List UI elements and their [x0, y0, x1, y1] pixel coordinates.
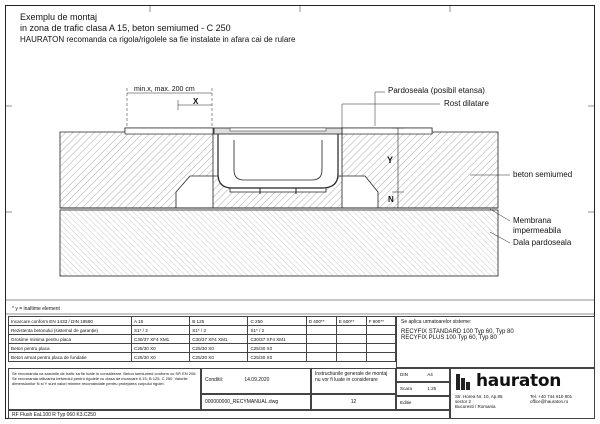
table-cell: C25/30 X0	[248, 344, 306, 353]
table-cell: C25/30 X0	[190, 353, 248, 362]
table-cell: B 125	[190, 317, 248, 326]
table-row	[9, 344, 396, 353]
condition-box	[201, 368, 311, 394]
channel-body	[218, 130, 338, 188]
table-cell: C30/37 XF4 XM1	[132, 335, 190, 344]
table-cell: S1* / 2	[132, 326, 190, 335]
table-row	[9, 335, 396, 344]
floor-finish-left	[125, 128, 213, 134]
brand-address-1: Str. Horea Nr. 10, Ap.85	[455, 394, 503, 399]
scale-box	[396, 382, 450, 396]
concrete-left	[60, 128, 213, 208]
table-cell: Grosime minima pentru placa	[9, 335, 132, 344]
table-cell: C30/37 XF4 XM1	[248, 335, 306, 344]
label-beton-semiumed: beton semiumed	[513, 170, 573, 179]
edition-label: Editie	[400, 400, 412, 405]
label-membrana-1: Membrana	[513, 216, 552, 225]
table-cell: C25/30 X0	[132, 353, 190, 362]
table-cell: Rezistenta betonului (sistemul de garanție)	[9, 326, 132, 335]
footnote: * y = inaltime element	[12, 306, 60, 312]
table-cell: Incarcare conform EN 1433 / DIN 19580	[9, 317, 132, 326]
table-cell: C30/37 XF4 XM1	[190, 335, 248, 344]
title-line-2: in zona de trafic clasa A 15, beton semiumed - C 250	[20, 23, 231, 33]
table-row	[9, 317, 396, 326]
base-slab	[60, 210, 498, 276]
table-cell: D 400**	[306, 317, 336, 326]
edition-box	[396, 396, 450, 410]
table-cell: C25/30 X0	[132, 344, 190, 353]
file-name: RF Flush EaL100 R Typ 060 K3.C250	[8, 410, 450, 419]
label-y: Y	[387, 155, 394, 165]
floor-finish-right	[342, 128, 432, 134]
table-row	[9, 326, 396, 335]
table-cell: S1* / 2	[190, 326, 248, 335]
date: 14.09.2020	[244, 377, 270, 383]
brand-name: hauraton	[476, 371, 562, 391]
table-cell: F 900**	[366, 317, 395, 326]
condition-label: Conditii:	[205, 377, 224, 383]
product-list	[396, 316, 595, 368]
table-cell: Beton armat pentru placa de fundatie	[9, 353, 132, 362]
label-rost-dilatare: Rost dilatare	[444, 99, 489, 108]
fine-print: Se recomanda ca sarcinile de trafic sa fie luate in considerare. Beton semiumed conform cu SR EN 206. Se recomanda utilizarea betonului pentru rigolele cu clasa de incarcare A 15, B 125, C 250. Valorile dimensiunilor N si Y sunt valori minime recomandate pentru protejarea corpului rigolei.	[8, 368, 201, 410]
label-membrana-2: impermeabila	[513, 226, 562, 235]
label-dala-pardoseala: Dala pardoseala	[513, 238, 572, 247]
table-cell: Beton pentru placa	[9, 344, 132, 353]
brand-address-2: sector 2	[455, 399, 472, 404]
concrete-right	[342, 128, 498, 208]
table-cell: S1* / 2	[248, 326, 306, 335]
table-cell: E 600**	[336, 317, 366, 326]
product-header: Se aplica urmatoarelor sisteme:	[401, 319, 472, 325]
label-x: X	[193, 97, 199, 106]
drawing-code: 000000000_RECYMANUAL.dwg	[201, 394, 311, 410]
table-cell: A 15	[132, 317, 190, 326]
table-cell: C25/30 X0	[248, 353, 306, 362]
page-number: 12	[311, 394, 396, 410]
label-pardoseala: Pardoseala (posibil etansa)	[388, 86, 485, 95]
din-label: DIN	[400, 372, 408, 377]
product-line-1: RECYFIX STANDARD 100 Typ 60, Typ 80	[401, 329, 514, 335]
product-line-2: RECYFIX PLUS 100 Typ 60, Typ 80	[401, 335, 497, 341]
scale-value: 1:25	[427, 386, 437, 391]
brand-address	[455, 394, 503, 409]
table-cell: C25/30 X0	[190, 344, 248, 353]
brand-address-3: Bucuresti / Romania	[455, 404, 496, 409]
brand-email: office@hauraton.ro	[530, 399, 569, 404]
label-n: N	[388, 195, 394, 204]
table-row	[9, 353, 396, 362]
instructions: Instructiunile generale de montaj nu vor fi luate in considerare	[311, 368, 396, 394]
spec-table	[8, 316, 396, 362]
table-cell: C 250	[248, 317, 306, 326]
label-min-x: min.x, max. 200 cm	[134, 86, 195, 93]
title-line-1: Exemplu de montaj	[20, 12, 98, 22]
brand-contact	[530, 394, 572, 404]
din-value: A4	[427, 372, 433, 377]
din-box	[396, 368, 450, 382]
title-line-3: HAURATON recomanda ca rigola/rigolele sa fie instalate in afara cai de rulare	[20, 35, 296, 44]
brand-tel: Tel. +40 744 610 801	[530, 394, 573, 399]
scale-label: Scara	[400, 386, 413, 391]
hauraton-logo-icon	[456, 374, 474, 390]
